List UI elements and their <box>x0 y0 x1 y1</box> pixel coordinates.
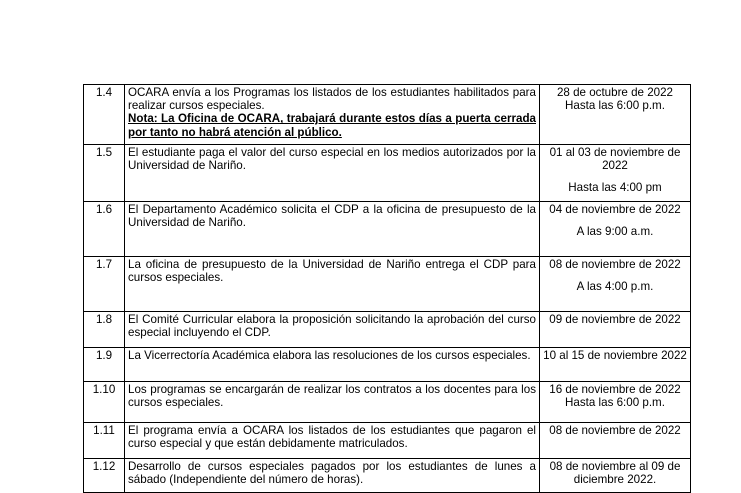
activity-note: Nota: La Oficina de OCARA, trabajará durante estos días a puerta cerrada por tanto no habrá atención al público. <box>128 112 536 139</box>
activity-date <box>540 145 691 202</box>
table-row <box>84 85 691 145</box>
activity-text: El programa envía a OCARA los listados de los estudiantes que pagaron el curso especial y que están debidamente matriculados. <box>128 424 536 451</box>
time-text: A las 4:00 p.m. <box>576 280 654 294</box>
date-text: 08 de noviembre de 2022 <box>549 258 681 271</box>
activity-number: 1.7 <box>84 257 125 312</box>
activity-description <box>125 382 540 423</box>
activity-number: 1.6 <box>84 202 125 257</box>
table-row <box>84 382 691 423</box>
activity-description <box>125 459 540 493</box>
activity-text: El Departamento Académico solicita el CDP a la oficina de presupuesto de la Universidad de Nariño. <box>128 203 536 230</box>
date-text: 09 de noviembre de 2022 <box>549 313 681 326</box>
activity-text: Los programas se encargarán de realizar los contratos a los docentes para los cursos especiales. <box>128 383 536 410</box>
date-text: 01 al 03 de noviembre de 2022 <box>549 146 681 173</box>
activity-text: Desarrollo de cursos especiales pagados por los estudiantes de lunes a sábado (Independiente del número de horas). <box>128 460 536 487</box>
time-text: Hasta las 6:00 p.m. <box>565 396 665 410</box>
activity-number: 1.4 <box>84 85 125 145</box>
activity-text: OCARA envía a los Programas los listados de los estudiantes habilitados para realizar cursos especiales. <box>128 86 536 113</box>
date-text: 10 al 15 de noviembre 2022 <box>543 349 687 362</box>
schedule-table <box>83 84 691 493</box>
activity-description <box>125 423 540 459</box>
activity-date <box>540 312 691 348</box>
time-text: A las 9:00 a.m. <box>576 225 654 239</box>
date-text: 08 de noviembre de 2022 <box>549 424 681 437</box>
time-text: Hasta las 6:00 p.m. <box>565 99 665 113</box>
activity-description <box>125 85 540 145</box>
table-row <box>84 423 691 459</box>
activity-number: 1.8 <box>84 312 125 348</box>
activity-number: 1.9 <box>84 348 125 382</box>
time-text: Hasta las 4:00 pm <box>568 181 662 195</box>
activity-description <box>125 257 540 312</box>
activity-number: 1.10 <box>84 382 125 423</box>
activity-number: 1.5 <box>84 145 125 202</box>
activity-date <box>540 202 691 257</box>
table-row <box>84 348 691 382</box>
activity-date <box>540 423 691 459</box>
activity-description <box>125 202 540 257</box>
activity-text: El estudiante paga el valor del curso especial en los medios autorizados por la Universidad de Nariño. <box>128 146 536 173</box>
date-text: 16 de noviembre de 2022 <box>549 383 681 396</box>
activity-description <box>125 348 540 382</box>
activity-date <box>540 348 691 382</box>
activity-date <box>540 459 691 493</box>
activity-date <box>540 382 691 423</box>
date-text: 28 de octubre de 2022 <box>556 86 674 99</box>
table-row <box>84 312 691 348</box>
table-row <box>84 202 691 257</box>
date-text: 08 de noviembre al 09 de diciembre 2022. <box>549 460 681 487</box>
activity-description <box>125 145 540 202</box>
table-row <box>84 459 691 493</box>
activity-description <box>125 312 540 348</box>
activity-number: 1.12 <box>84 459 125 493</box>
activity-text: La oficina de presupuesto de la Universidad de Nariño entrega el CDP para cursos especiales. <box>128 258 536 285</box>
activity-date <box>540 257 691 312</box>
activity-text: La Vicerrectoría Académica elabora las resoluciones de los cursos especiales. <box>128 349 531 362</box>
table-row <box>84 145 691 202</box>
date-text: 04 de noviembre de 2022 <box>549 203 681 216</box>
activity-text: El Comité Curricular elabora la proposición solicitando la aprobación del curso especial incluyendo el CDP. <box>128 313 536 340</box>
table-row <box>84 257 691 312</box>
activity-date <box>540 85 691 145</box>
activity-number: 1.11 <box>84 423 125 459</box>
